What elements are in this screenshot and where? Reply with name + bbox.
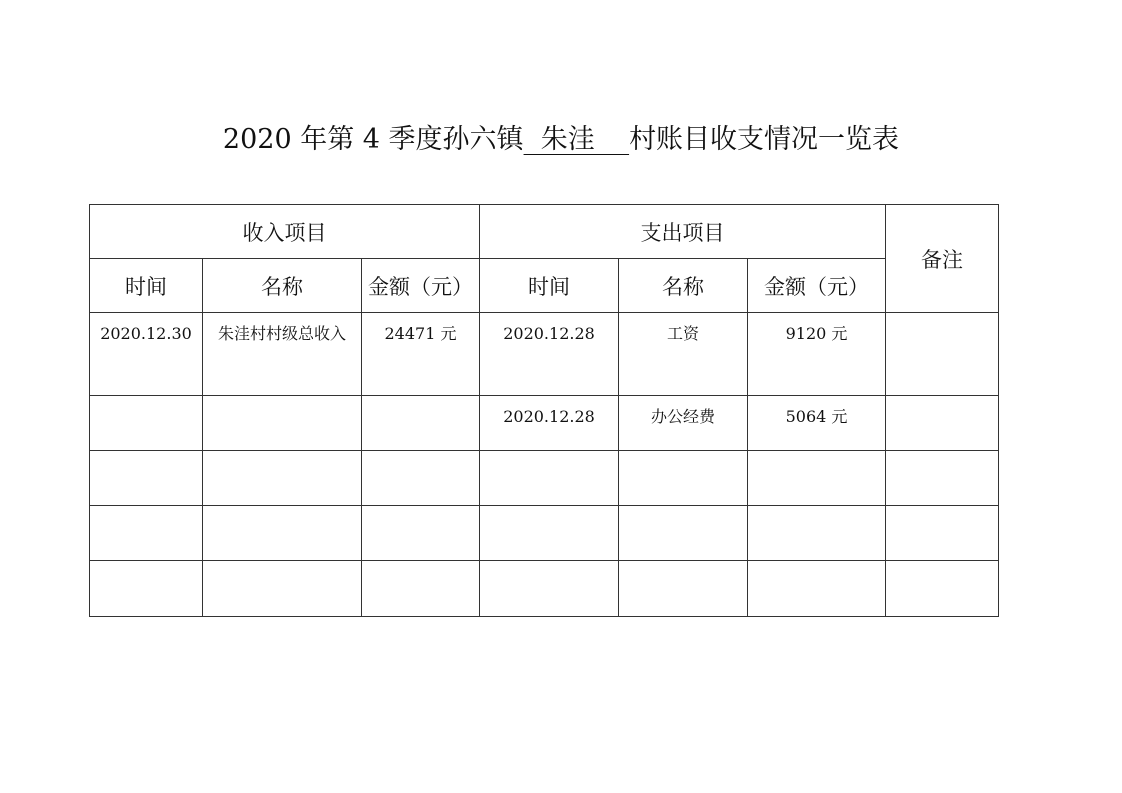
income-name-cell bbox=[203, 396, 362, 451]
table-row bbox=[90, 313, 999, 396]
expense-amount-cell bbox=[748, 451, 886, 506]
remarks-cell bbox=[886, 561, 999, 617]
income-amount-cell bbox=[362, 451, 480, 506]
expense-name-header: 名称 bbox=[619, 259, 748, 313]
income-header: 收入项目 bbox=[90, 205, 480, 259]
income-amount-cell bbox=[362, 561, 480, 617]
income-time-cell bbox=[90, 396, 203, 451]
income-amount-cell: 24471 元 bbox=[362, 313, 480, 396]
expense-name-cell bbox=[619, 506, 748, 561]
expense-time-cell bbox=[480, 451, 619, 506]
income-time-cell bbox=[90, 451, 203, 506]
header-row-groups bbox=[90, 205, 999, 259]
income-time-header: 时间 bbox=[90, 259, 203, 313]
expense-time-cell bbox=[480, 506, 619, 561]
expense-amount-cell: 9120 元 bbox=[748, 313, 886, 396]
remarks-header: 备注 bbox=[886, 205, 999, 313]
income-time-cell: 2020.12.30 bbox=[90, 313, 203, 396]
expense-header: 支出项目 bbox=[480, 205, 886, 259]
title-suffix: 村账目收支情况一览表 bbox=[629, 124, 900, 155]
table-row bbox=[90, 396, 999, 451]
income-name-cell bbox=[203, 506, 362, 561]
remarks-cell bbox=[886, 506, 999, 561]
income-name-cell bbox=[203, 451, 362, 506]
expense-name-cell: 工资 bbox=[619, 313, 748, 396]
expense-time-cell: 2020.12.28 bbox=[480, 313, 619, 396]
expense-time-header: 时间 bbox=[480, 259, 619, 313]
expense-name-cell bbox=[619, 561, 748, 617]
income-amount-header: 金额（元） bbox=[362, 259, 480, 313]
income-time-cell bbox=[90, 561, 203, 617]
ledger-table bbox=[89, 204, 999, 617]
income-name-cell bbox=[203, 561, 362, 617]
page-title bbox=[0, 120, 1122, 160]
income-name-cell: 朱洼村村级总收入 bbox=[203, 313, 362, 396]
table-row bbox=[90, 561, 999, 617]
table-row bbox=[90, 506, 999, 561]
expense-amount-cell bbox=[748, 506, 886, 561]
expense-name-cell: 办公经费 bbox=[619, 396, 748, 451]
expense-time-cell bbox=[480, 561, 619, 617]
title-prefix: 2020 年第 4 季度孙六镇 bbox=[222, 124, 524, 155]
expense-amount-header: 金额（元） bbox=[748, 259, 886, 313]
title-village-name: 朱洼 bbox=[523, 124, 630, 155]
table-row bbox=[90, 451, 999, 506]
income-time-cell bbox=[90, 506, 203, 561]
income-name-header: 名称 bbox=[203, 259, 362, 313]
expense-name-cell bbox=[619, 451, 748, 506]
expense-amount-cell bbox=[748, 561, 886, 617]
remarks-cell bbox=[886, 396, 999, 451]
header-row-columns bbox=[90, 259, 999, 313]
income-amount-cell bbox=[362, 506, 480, 561]
expense-amount-cell: 5064 元 bbox=[748, 396, 886, 451]
remarks-cell bbox=[886, 313, 999, 396]
remarks-cell bbox=[886, 451, 999, 506]
expense-time-cell: 2020.12.28 bbox=[480, 396, 619, 451]
income-amount-cell bbox=[362, 396, 480, 451]
